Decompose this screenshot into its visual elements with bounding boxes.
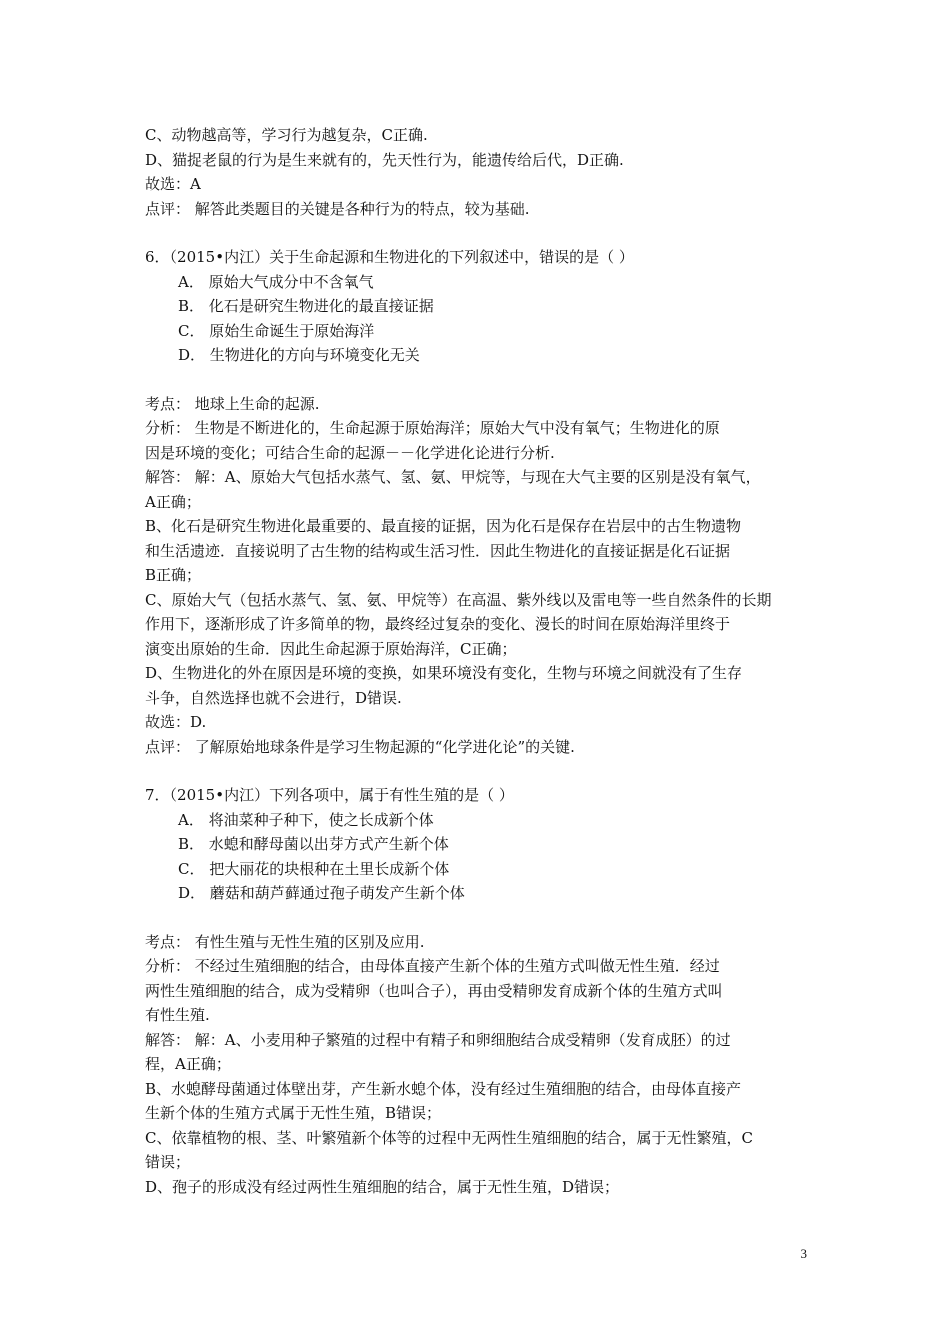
text-line: B、化石是研究生物进化最重要的、最直接的证据，因为化石是保存在岩层中的古生物遗物 — [145, 517, 742, 535]
text-line: B、水螅酵母菌通过体壁出芽，产生新水螅个体，没有经过生殖细胞的结合，由母体直接产 — [145, 1079, 742, 1098]
text-line: 两性生殖细胞的结合，成为受精卵（也叫合子），再由受精卵发育成新个体的生殖方式叫 — [145, 981, 723, 1000]
text-line: 演变出原始的生命．因此生命起源于原始海洋，C正确； — [145, 639, 517, 658]
page-number: 3 — [800, 1246, 807, 1261]
text-line: 考点： 地球上生命的起源. — [145, 394, 320, 413]
spacer — [145, 759, 825, 783]
option-d: D． 蘑菇和葫芦藓通过孢子萌发产生新个体 — [178, 884, 465, 902]
text-line: 解答： 解：A、原始大气包括水蒸气、氢、氨、甲烷等，与现在大气主要的区别是没有氧气， — [145, 468, 761, 486]
text-line: 斗争，自然选择也就不会进行，D错误. — [145, 688, 402, 707]
text-line: 生新个体的生殖方式属于无性生殖，B错误； — [145, 1104, 442, 1122]
answer-block-q5-tail — [145, 123, 825, 221]
text-line: D、孢子的形成没有经过两性生殖细胞的结合，属于无性生殖，D错误； — [145, 1177, 620, 1196]
text-line: 错误； — [145, 1153, 191, 1171]
text-line: 分析： 不经过生殖细胞的结合，由母体直接产生新个体的生殖方式叫做无性生殖．经过 — [145, 957, 720, 975]
analysis-block-q7 — [145, 930, 825, 1200]
text-line: A正确； — [145, 492, 201, 511]
text-line: B正确； — [145, 566, 202, 584]
text-line: 解答： 解：A、小麦用种子繁殖的过程中有精子和卵细胞结合成受精卵（发育成胚）的过 — [145, 1030, 731, 1049]
text-line: 故选：A — [145, 175, 201, 193]
spacer — [145, 221, 825, 245]
analysis-block-q6 — [145, 392, 825, 760]
question-stem: 6．（2015•内江）关于生命起源和生物进化的下列叙述中，错误的是（ ） — [145, 248, 634, 266]
page-content — [145, 123, 825, 1199]
text-line: 和生活遗迹．直接说明了古生物的结构或生活习性．因此生物进化的直接证据是化石证据 — [145, 541, 731, 560]
option-c: C． 把大丽花的块根种在土里长成新个体 — [178, 859, 450, 878]
text-line: 因是环境的变化；可结合生命的起源－－化学进化论进行分析. — [145, 443, 555, 462]
question-stem: 7．（2015•内江）下列各项中，属于有性生殖的是（ ） — [145, 786, 514, 804]
text-line: 故选：D. — [145, 713, 207, 731]
spacer — [145, 368, 825, 392]
text-line: 作用下，逐渐形成了许多简单的物，最终经过复杂的变化、漫长的时间在原始海洋里终于 — [145, 615, 731, 633]
text-line: 点评： 解答此类题目的关键是各种行为的特点，较为基础. — [145, 199, 530, 218]
text-line: C、动物越高等，学习行为越复杂，C正确. — [145, 126, 428, 144]
text-line: 分析： 生物是不断进化的，生命起源于原始海洋；原始大气中没有氧气；生物进化的原 — [145, 419, 720, 437]
option-d: D． 生物进化的方向与环境变化无关 — [178, 346, 420, 364]
spacer — [145, 906, 825, 930]
option-c: C． 原始生命诞生于原始海洋 — [178, 321, 375, 340]
text-line: D、生物进化的外在原因是环境的变换，如果环境没有变化，生物与环境之间就没有了生存 — [145, 664, 743, 682]
text-line: D、猫捉老鼠的行为是生来就有的，先天性行为，能遗传给后代，D正确. — [145, 150, 624, 169]
text-line: C、依靠植物的根、茎、叶繁殖新个体等的过程中无两性生殖细胞的结合，属于无性繁殖，C — [145, 1128, 753, 1147]
option-a: A． 将油菜种子种下，使之长成新个体 — [178, 810, 434, 829]
text-line: 程，A正确； — [145, 1055, 231, 1073]
option-b: B． 水螅和酵母菌以出芽方式产生新个体 — [178, 835, 449, 853]
option-b: B． 化石是研究生物进化的最直接证据 — [178, 297, 434, 315]
text-line: 有性生殖. — [145, 1006, 210, 1024]
text-line: C、原始大气（包括水蒸气、氢、氨、甲烷等）在高温、紫外线以及雷电等一些自然条件的长期 — [145, 590, 772, 609]
option-a: A． 原始大气成分中不含氧气 — [178, 272, 374, 291]
question-7 — [145, 783, 825, 906]
text-line: 点评： 了解原始地球条件是学习生物起源的“化学进化论”的关键. — [145, 737, 575, 756]
question-6 — [145, 245, 825, 368]
text-line: 考点： 有性生殖与无性生殖的区别及应用. — [145, 932, 425, 951]
